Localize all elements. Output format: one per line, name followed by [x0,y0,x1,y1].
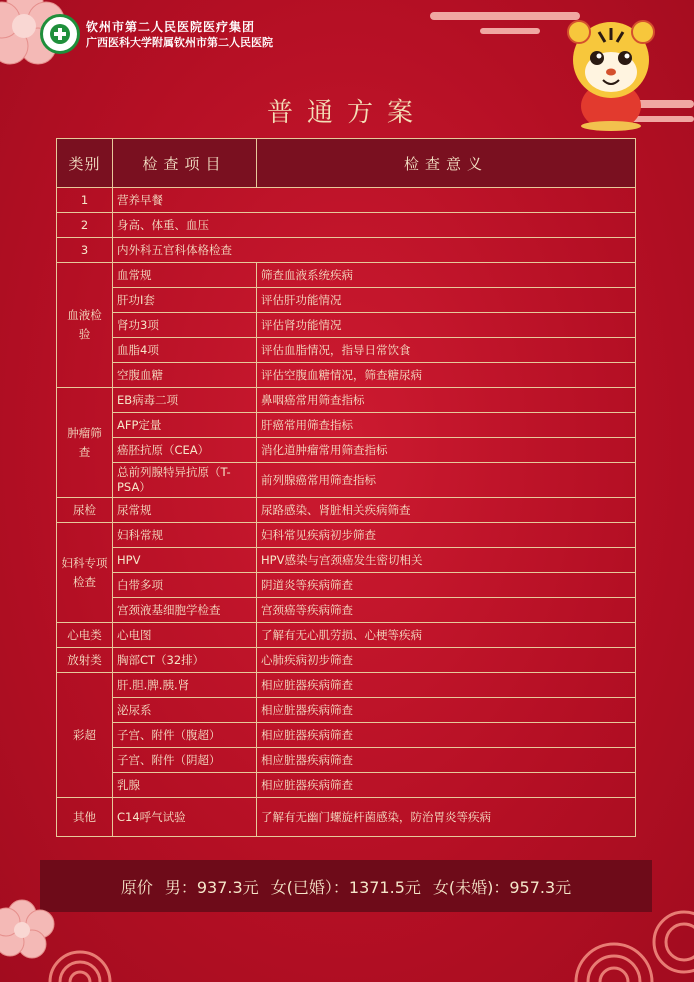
price-male: 男：937.3元 [164,877,259,897]
row-item: 空腹血糖 [113,363,257,388]
table-row [57,723,636,748]
row-meaning: 阴道炎等疾病筛查 [257,573,636,598]
hospital-logo-icon [40,14,80,54]
category-cell: 其他 [57,798,113,837]
row-item: 心电图 [113,623,257,648]
category-cell: 尿检 [57,498,113,523]
table-row [57,773,636,798]
row-item: HPV [113,548,257,573]
row-item: 血常规 [113,263,257,288]
row-item: 营养早餐 [113,188,636,213]
table-row [57,798,636,837]
table-header-row [57,139,636,188]
table-row [57,498,636,523]
row-meaning: 消化道肿瘤常用筛查指标 [257,438,636,463]
table-row [57,648,636,673]
row-meaning: 肝癌常用筛查指标 [257,413,636,438]
price-female-unmarried: 女(未婚)：957.3元 [432,877,572,897]
category-cell: 肿瘤筛查 [57,388,113,498]
table-row [57,413,636,438]
row-item: 肝功Ⅰ套 [113,288,257,313]
price-bar [40,860,652,912]
price-female-married: 女(已婚）：1371.5元 [270,877,421,897]
table-row [57,438,636,463]
header-category: 类别 [57,139,113,188]
category-cell: 妇科专项检查 [57,523,113,623]
row-meaning: 鼻咽癌常用筛查指标 [257,388,636,413]
row-meaning: 相应脏器疾病筛查 [257,748,636,773]
category-cell: 放射类 [57,648,113,673]
org-name-line1: 钦州市第二人民医院医疗集团 [86,19,256,34]
row-item: 宫颈液基细胞学检查 [113,598,257,623]
row-meaning: 了解有无心肌劳损、心梗等疾病 [257,623,636,648]
table-row [57,288,636,313]
category-cell: 心电类 [57,623,113,648]
row-item: EB病毒二项 [113,388,257,413]
category-cell: 彩超 [57,673,113,798]
table-row [57,313,636,338]
row-meaning: 宫颈癌等疾病筛查 [257,598,636,623]
table-row [57,673,636,698]
table-row [57,263,636,288]
header-item: 检查项目 [113,139,257,188]
row-item: 乳腺 [113,773,257,798]
table-row [57,573,636,598]
row-item: 泌尿系 [113,698,257,723]
table-row [57,338,636,363]
row-item: 癌胚抗原（CEA） [113,438,257,463]
row-item: AFP定量 [113,413,257,438]
row-item: 子宫、附件（腹超） [113,723,257,748]
row-number: 1 [57,188,113,213]
row-item: 内外科五官科体格检查 [113,238,636,263]
table-row [57,598,636,623]
circle-pattern-icon [574,892,694,982]
row-item: 总前列腺特异抗原（T-PSA） [113,463,257,498]
row-item: 尿常规 [113,498,257,523]
table-row [57,548,636,573]
row-number: 3 [57,238,113,263]
category-cell: 血液检验 [57,263,113,388]
table-row [57,523,636,548]
row-meaning: 了解有无幽门螺旋杆菌感染，防治胃炎等疾病 [257,798,636,837]
table-row [57,698,636,723]
hospital-header [40,14,273,54]
row-meaning: 相应脏器疾病筛查 [257,723,636,748]
row-meaning: 相应脏器疾病筛查 [257,673,636,698]
row-meaning: 心肺疾病初步筛查 [257,648,636,673]
circle-pattern-icon [0,892,120,982]
row-item: 白带多项 [113,573,257,598]
row-item: 子宫、附件（阴超） [113,748,257,773]
row-meaning: HPV感染与宫颈癌发生密切相关 [257,548,636,573]
table-row [57,748,636,773]
table-row [57,463,636,498]
row-item: 肾功3项 [113,313,257,338]
org-name-line2: 广西医科大学附属钦州市第二人民医院 [86,35,273,49]
row-item: 妇科常规 [113,523,257,548]
checkup-table [56,138,636,837]
row-meaning: 评估空腹血糖情况，筛查糖尿病 [257,363,636,388]
row-meaning: 妇科常见疾病初步筛查 [257,523,636,548]
table-row [57,188,636,213]
row-meaning: 评估血脂情况，指导日常饮食 [257,338,636,363]
row-item: 肝.胆.脾.胰.肾 [113,673,257,698]
row-item: 身高、体重、血压 [113,213,636,238]
table-row [57,213,636,238]
table-row [57,238,636,263]
price-label: 原价 [120,877,153,897]
table-row [57,623,636,648]
row-meaning: 相应脏器疾病筛查 [257,773,636,798]
row-meaning: 尿路感染、肾脏相关疾病筛查 [257,498,636,523]
table-row [57,363,636,388]
row-meaning: 筛查血液系统疾病 [257,263,636,288]
row-meaning: 评估肾功能情况 [257,313,636,338]
row-meaning: 相应脏器疾病筛查 [257,698,636,723]
row-number: 2 [57,213,113,238]
row-meaning: 前列腺癌常用筛查指标 [257,463,636,498]
row-item: 胸部CT（32排） [113,648,257,673]
header-meaning: 检查意义 [257,139,636,188]
row-item: C14呼气试验 [113,798,257,837]
row-item: 血脂4项 [113,338,257,363]
page-title: 普通方案 [266,98,427,128]
table-row [57,388,636,413]
row-meaning: 评估肝功能情况 [257,288,636,313]
